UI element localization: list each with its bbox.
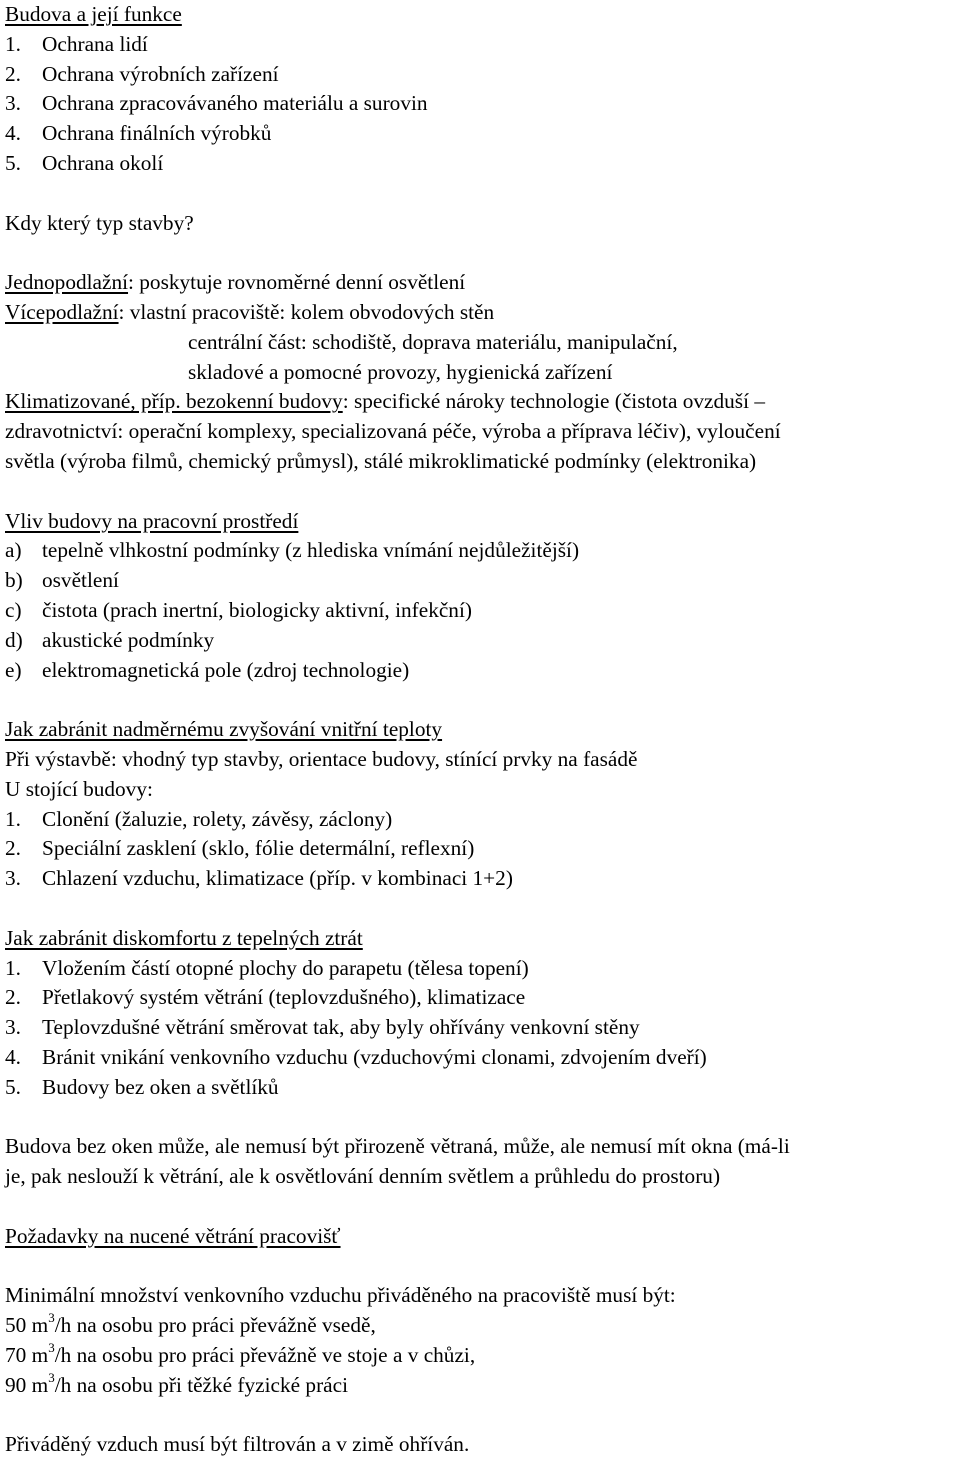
list-item [5,60,957,90]
list-number: 2. [5,985,21,1010]
list-text: Přetlakový systém větrání (teplovzdušného), klimatizace [42,985,526,1010]
list-number: 4. [5,1044,21,1069]
term-description: : poskytuje rovnoměrné denní osvětlení [128,270,466,295]
superscript: 3 [48,1339,55,1355]
list-number: 1. [5,806,21,831]
paragraph-line [5,387,957,417]
list-item [5,1043,957,1073]
list-item [5,626,957,656]
spacer [5,685,957,715]
list-number: 1. [5,31,21,56]
term-multi-storey: Vícepodlažní [5,299,119,324]
spacer [5,179,957,209]
list-number: 2. [5,836,21,861]
list-number: 1. [5,955,21,980]
list-letter: b) [5,568,23,593]
requirement-row [5,1341,957,1371]
list-number: 4. [5,121,21,146]
list-text: tepelně vlhkostní podmínky (z hlediska vnímání nejdůležitější) [42,538,580,563]
spacer [5,477,957,507]
superscript: 3 [48,1309,55,1325]
requirement-text: /h na osobu pro práci převážně ve stoje a v chůzi, [54,1342,476,1367]
list-text: akustické podmínky [42,627,215,652]
list-item [5,596,957,626]
list-item [5,864,957,894]
list-text: Ochrana zpracovávaného materiálu a surovin [42,91,428,116]
spacer [5,1192,957,1222]
list-item [5,656,957,686]
heading-building-types: Kdy který typ stavby? [5,210,194,235]
list-number: 2. [5,61,21,86]
requirement-amount: 90 m [5,1372,49,1397]
list-letter: d) [5,627,23,652]
heading-work-environment: Vliv budovy na pracovní prostředí [5,508,299,533]
list-text: elektromagnetická pole (zdroj technologie) [42,657,410,682]
list-item [5,834,957,864]
superscript: 3 [48,1369,55,1385]
requirement-amount: 70 m [5,1342,49,1367]
requirement-row [5,1311,957,1341]
paragraph-line: Minimální množství venkovního vzduchu přiváděného na pracoviště musí být: [5,1283,676,1308]
list-text: Teplovzdušné větrání směrovat tak, aby byly ohřívány venkovní stěny [42,1015,640,1040]
list-number: 5. [5,150,21,175]
spacer [5,1102,957,1132]
list-item [5,89,957,119]
term-air-conditioned: Klimatizované, příp. bezokenní budovy [5,389,343,414]
list-letter: c) [5,597,22,622]
paragraph-line: skladové a pomocné provozy, hygienická zařízení [188,359,613,384]
list-text: osvětlení [42,568,119,593]
list-text: Chlazení vzduchu, klimatizace (příp. v kombinaci 1+2) [42,866,513,891]
heading-prevent-overheating: Jak zabránit nadměrnému zvyšování vnitřní teploty [5,717,443,742]
paragraph-line: Při výstavbě: vhodný typ stavby, orientace budovy, stínící prvky na fasádě [5,746,638,771]
list-text: Ochrana lidí [42,31,148,56]
paragraph-line: zdravotnictví: operační komplexy, specializovaná péče, výroba a příprava léčiv), vyloučení [5,419,781,444]
heading-building-functions: Budova a její funkce [5,2,182,26]
paragraph-line: je, pak neslouží k větrání, ale k osvětlování denním světlem a průhledu do prostoru) [5,1164,721,1189]
list-text: Budovy bez oken a světlíků [42,1074,279,1099]
paragraph-line [5,268,957,298]
spacer [5,1251,957,1281]
list-item [5,536,957,566]
paragraph-line [5,298,957,328]
list-text: Ochrana finálních výrobků [42,121,272,146]
requirement-amount: 50 m [5,1313,49,1338]
list-item [5,566,957,596]
paragraph-line: Budova bez oken může, ale nemusí být přirozeně větraná, může, ale nemusí mít okna (má-li [5,1134,790,1159]
list-text: Ochrana okolí [42,150,164,175]
document [5,0,957,1460]
spacer [5,238,957,268]
list-item [5,983,957,1013]
spacer [5,1400,957,1430]
list-letter: a) [5,538,22,563]
list-text: Vložením částí otopné plochy do parapetu (tělesa topení) [42,955,529,980]
paragraph-line: centrální část: schodiště, doprava materiálu, manipulační, [188,329,678,354]
list-text: Speciální zasklení (sklo, fólie determální, reflexní) [42,836,475,861]
list-number: 3. [5,91,21,116]
requirement-text: /h na osobu pro práci převážně vsedě, [54,1313,376,1338]
list-item [5,149,957,179]
term-single-storey: Jednopodlažní [5,270,129,295]
term-description: : specifické nároky technologie (čistota ovzduší – [342,389,765,414]
paragraph-line: světla (výroba filmů, chemický průmysl), stálé mikroklimatické podmínky (elektronika) [5,448,757,473]
term-description: : vlastní pracoviště: kolem obvodových stěn [118,299,495,324]
paragraph-line: U stojící budovy: [5,776,153,801]
list-item [5,30,957,60]
list-item [5,119,957,149]
list-number: 5. [5,1074,21,1099]
list-text: čistota (prach inertní, biologicky aktivní, infekční) [42,597,472,622]
requirement-row [5,1371,957,1401]
requirement-text: /h na osobu při těžké fyzické práci [54,1372,348,1397]
list-item [5,805,957,835]
paragraph-line: Přiváděný vzduch musí být filtrován a v zimě ohříván. [5,1432,470,1457]
list-text: Ochrana výrobních zařízení [42,61,279,86]
heading-prevent-heat-loss: Jak zabránit diskomfortu z tepelných ztrát [5,925,363,950]
list-text: Clonění (žaluzie, rolety, závěsy, záclony) [42,806,393,831]
list-letter: e) [5,657,22,682]
list-item [5,954,957,984]
list-number: 3. [5,866,21,891]
heading-forced-ventilation: Požadavky na nucené větrání pracovišť [5,1223,341,1248]
list-text: Bránit vnikání venkovního vzduchu (vzduchovými clonami, zdvojením dveří) [42,1044,707,1069]
list-item [5,1073,957,1103]
list-number: 3. [5,1015,21,1040]
spacer [5,894,957,924]
list-item [5,1013,957,1043]
